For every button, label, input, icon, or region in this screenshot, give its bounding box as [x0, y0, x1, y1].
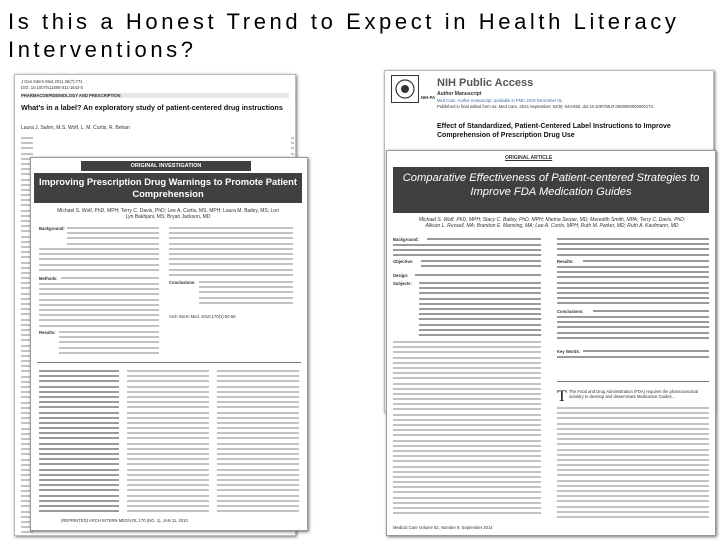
paper-authors: Michael S. Wolf, PhD, MPH; Stacy C. Bailey, PhD, MPH; Marina Serper, MD; Meredith Smith, MPA; Terry C. Davis, PhD; Allison L. Russell, MA; Brandon E. Manning, MA; Lee A. Curtis, MPH; Ruth M. Parker, MD; Ruth A. Kaufmann, MD [418, 217, 686, 229]
abstract-background-text [427, 238, 541, 243]
page-footer: Medical Care Volume 52, Number 9, September 2014 [393, 525, 493, 530]
abstract-background-label: Background: [393, 237, 419, 242]
article-banner: ORIGINAL INVESTIGATION [81, 161, 251, 171]
keywords-label: Key Words: [557, 349, 581, 354]
abstract-design-label: Design: [393, 273, 409, 278]
abstract-background-label: Background: [39, 226, 65, 231]
paper-authors: Michael S. Wolf, PhD, MPH; Terry C. Davis, PhD; Lee A. Curtis, MS, MPH; Laura M. Bailey, MS; Lori Lyn Bakhjani, MS; Bryan Jackson, MD [57, 208, 279, 220]
journal-line: J Gen Intern Med 2011 26(7):771 [21, 79, 83, 84]
keywords-text-2 [557, 356, 709, 361]
divider [557, 381, 709, 382]
publisher-mark: NIH-PA [421, 95, 436, 100]
abstract-background-text-2 [393, 244, 541, 260]
abstract-subjects-label: Subjects: [393, 281, 412, 286]
body-col3 [217, 370, 299, 515]
page-footer: (REPRINTED) ARCH INTERN MED/VOL 170 (NO. 1), JAN 11, 2010 [61, 518, 188, 523]
abstract-conclusions-label: Conclusions: [557, 309, 584, 314]
publication-line: Published in final edited form as: Med Care. 2014 September; 52(9): 844-850. doi:10.1097/MLR.0000000000000174. [437, 104, 654, 109]
article-banner: ORIGINAL ARTICLE [505, 155, 553, 161]
body-col2 [127, 370, 209, 515]
nih-header: NIH Public Access [437, 77, 534, 89]
abstract-results-text [583, 260, 709, 265]
body-col1 [39, 370, 119, 515]
abstract-design-text [415, 274, 541, 279]
abstract-objective-label: Objective: [393, 259, 414, 264]
paper-authors: Laura J. Sahm, M.S. Wolf, L. M. Curtis, R. Behan [21, 125, 130, 131]
abstract-results-text-2 [557, 266, 709, 308]
manuscript-label: Author Manuscript [437, 91, 482, 97]
paper-thumbnail-medication-guides [386, 150, 716, 536]
affiliations-text [393, 341, 541, 517]
abstract-methods-text [61, 277, 159, 282]
abstract-right-text [557, 238, 709, 259]
body-text-start: The Food and Drug Administration (FDA) requires the pharmaceutical industry to develop and disseminate Medication Guides... [569, 389, 698, 399]
nih-emblem-icon [392, 76, 418, 102]
keywords-text [583, 350, 709, 355]
abstract-results-text [59, 331, 159, 357]
drop-cap: T [557, 388, 567, 405]
abstract-subjects-text [419, 282, 541, 339]
divider [37, 362, 301, 363]
section-label: PHARMACOEPIDEMIOLOGY AND PRESCRIPTION [21, 93, 289, 98]
abstract-results-label: Results: [557, 259, 574, 264]
slide-title: Is this a Honest Trend to Expect in Health Literacy Interventions? [8, 9, 680, 62]
paper-title: Improving Prescription Drug Warnings to Promote Patient Comprehension [34, 173, 302, 203]
availability-note: Med Care. Author manuscript; available in PMC 2015 December 01. [437, 98, 564, 103]
body-text [557, 407, 709, 521]
abstract-conclusions-text [199, 281, 293, 307]
abstract-results-label: Results: [39, 330, 56, 335]
abstract-col1-text-2 [39, 248, 159, 274]
abstract-col2-text [169, 227, 293, 279]
abstract-methods-text-2 [39, 283, 159, 330]
abstract-conclusions-text [593, 310, 709, 315]
doi-line: DOI: 10.1007/s11606-011-1642-5 [21, 85, 84, 90]
nih-logo [391, 75, 419, 103]
paper-title: What's in a label? An exploratory study of patient-centered drug instructions [21, 103, 283, 112]
abstract-conclusions-label: Conclusions: [169, 280, 196, 285]
abstract-conclusions-text-2 [557, 316, 709, 342]
abstract-methods-label: Methods: [39, 276, 58, 281]
citation: Arch Intern Med. 2010;170(1):50-56 [169, 314, 236, 319]
abstract-objective-text [421, 260, 541, 270]
abstract-col1-text [67, 227, 159, 248]
paper-title: Effect of Standardized, Patient-Centered Label Instructions to Improve Comprehension of Prescription Drug Use [437, 123, 671, 139]
paper-thumbnail-warnings [30, 157, 308, 531]
paper-title: Comparative Effectiveness of Patient-centered Strategies to Improve FDA Medication Guides [393, 167, 709, 213]
